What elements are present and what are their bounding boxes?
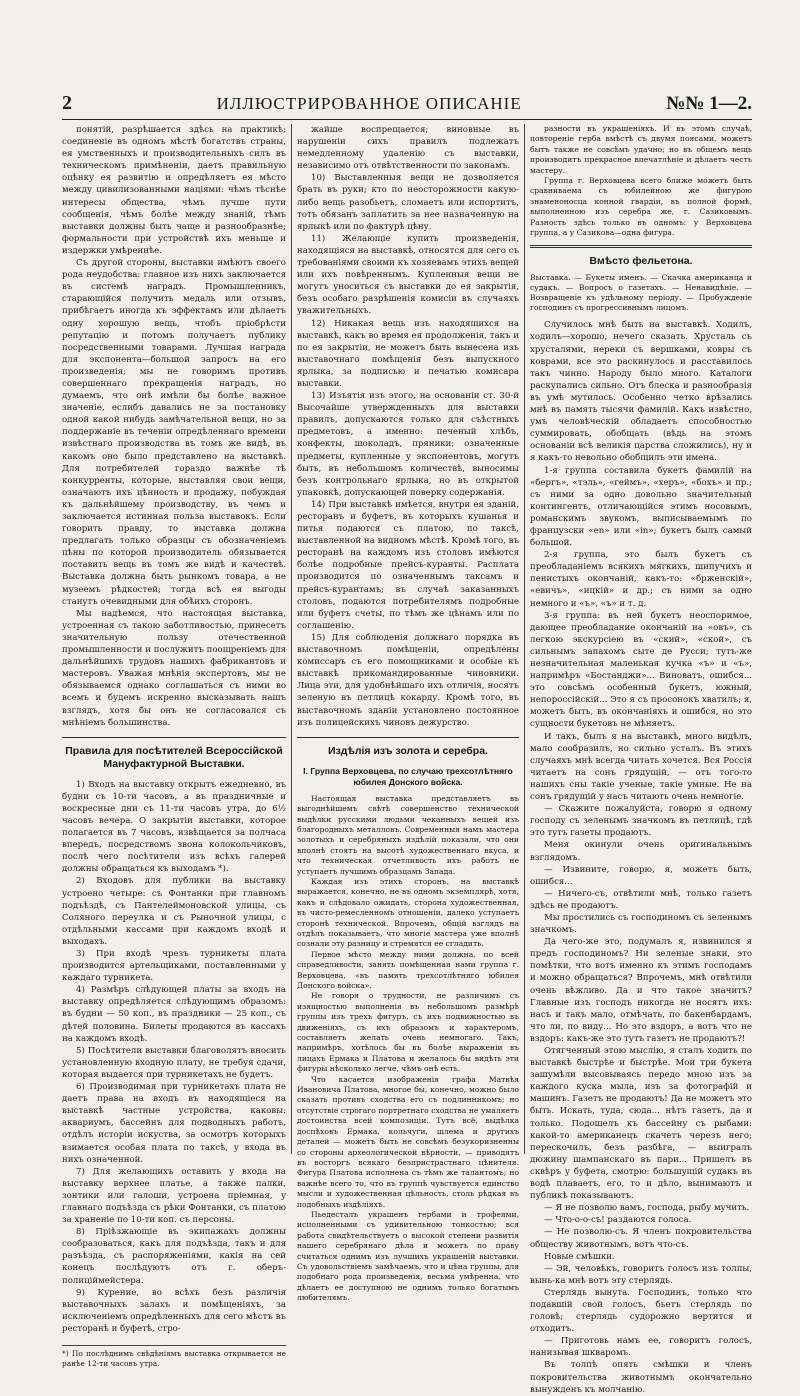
paragraph: Не говоря о трудности, не различимъ съ изящностью выполненія въ небольшомъ размѣрѣ группы изъ трехъ фигуръ, съ ихъ подвижностью въ движеніяхъ, съ ихъ образомъ и характеромъ, составляетъ желать очень немногаго. Такъ, напримѣръ, хотѣлось бы въ болѣе выраженіи въ лицахъ Ермака и Платова и желалось бы видѣть эти фигуры нѣсколько легче, чѣмъ онѣ есть. [297,991,519,1074]
issue-number: №№ 1—2. [666,93,752,114]
rule-item: 11) Желающіе купить произведенія, находящіяся на выставкѣ, относятся для сего съ требованіями своими къ хозяевамъ этихъ вещей или ихъ повѣреннымъ. Купленныя вещи не могутъ уноситься съ выставки до ея закрытія, безъ особаго разрѣшенія комисіи въ случаяхъ уважительныхъ. [297,233,519,317]
feuilleton-summary: Выставка. — Букеты именъ. — Скачка американца и судакъ. — Вопросъ о газетахъ. — Ненавидѣніе. — Возвращеніе къ удѣльному періоду. — Пробужденіе господинъ съ прогрессивнымъ лицомъ. [530,272,752,313]
publication-title: ИЛЛЮСТРИРОВАННОЕ ОПИСАНІЕ [216,94,522,113]
paragraph: И такъ, былъ я на выставкѣ, много видѣлъ, мало сообразилъ, но сильно усталъ. Въ этихъ случаяхъ мнѣ всегда читать хочется. Вся Россія читаетъ на сонъ грядущій, — отъ того-то нашихъ сны такіе ученые, такіе умные. Не на сонъ грядущій у насъ читають очень немногіе. [530,731,752,803]
paragraph: — Не позволю-съ. Я членъ покровительства обществу животнымъ, вотъ что-съ. [530,1227,752,1250]
section-divider [530,245,752,248]
rules-heading: Правила для посѣтителей Всероссійской Мануфактурной Выставки. [65,744,283,770]
paragraph: — Скажите пожалуйста, говорю я одному господу съ зеленымъ значкомъ въ петлицѣ, гдѣ это тутъ газеты продаютъ. [530,804,752,839]
rule-item: жайше воспрещается; виновные въ нарушеніи сихъ правилъ подлежатъ немедленному удаленію съ выставки, независимо отъ отвѣтственности по законамъ. [297,125,519,172]
paragraph: Настоящая выставка представляетъ въ выгоднѣйшемъ свѣтѣ совершенство технической выдѣлки русскими людьми чеканныхъ вещей изъ благородныхъ металловъ. Современныя намъ мастера золотыхъ и серебряныхъ издѣлій показали, что они вполнѣ стоятъ на высотѣ художественнаго вкуса, и что техническая отчетливость ихъ работъ не уступаетъ лучшимъ образцамъ Запада. [297,793,519,876]
paragraph: 1-я группа составила букетъ фамилій на «бергъ», «тэль», «геймъ», «херъ», «бохъ» и пр.; съ ними за одно довольно значительный контингентъ, отличающійся этимъ носовымъ, романскимъ звукомъ, выписываемымъ по французски «en» или «in»; букетъ былъ самый большой. [530,465,752,549]
section-subtitle: I. Группа Верховцева, по случаю трехсотлѣтняго юбилея Донского войска. [303,765,513,787]
paragraph: — Что-о-о-съ! раздаются голоса. [544,1215,692,1226]
paragraph: Стерлядь вынута. Господинъ, только что подавшій свой голосъ, бьетъ стерлядь по головѣ; стерлядь судорожно вертится и отходитъ. [530,1287,752,1335]
rule-item: 2) Входовъ для публики на выставку устроено четыре: съ Фонтанки при главномъ подъѣздѣ, съ Пантелеймоновской улицы, съ Соляного переулка и съ Рыночной улицы, с отдѣльными кассами при каждомъ входѣ и выходахъ. [62,876,286,947]
paragraph: разности въ украшеніяхъ. И въ этомъ случаѣ, повтореніе герба вмѣстѣ съ двумя поясами, можетъ бытъ также не совсѣмъ удачно; но въ общемъ вещь производитъ прекрасное впечатлѣніе и дѣлаетъ честь мастеру. [530,124,752,175]
paragraph: Новые смѣшки. [544,1251,615,1262]
column-divider [291,124,292,1154]
paragraph: Что касается изображенія графа Матвѣя Ивановича Платова, многое бы, конечно, можно было сказать противъ сходства его съ подлинникомъ; но отсутствіе строгаго портретнаго сходства не умаляетъ достоинства всей композиціи. Тутъ всё, выдѣлка доспѣховъ Ермака, кольчуги, шлема и другихъ деталей — можетъ быть не совсѣмъ безукоризненны со стороны археологической вѣрности, — приводятъ въ восторгъ всякаго безпристрастнаго цѣнителя. Фигура Платова исполнена съ тѣмъ же талантомъ; но важнѣе всего то, что въ группѣ чувствуется единство мысли и художественная цѣльность, столь рѣдкая въ подобныхъ издѣліяхъ. [297,1074,519,1209]
paragraph: Пьедесталъ украшенъ гербами и трофеями, исполненными съ удивительною тонкостью; вся работа свидѣтельствуетъ о высокой степени развитія нашего серебрянаго дѣла и можетъ по праву считаться однимъ изъ лучшихъ украшеній выставки. Съ удовольствіемъ замѣчаемъ, что и цѣна группы, для подобнаго рода произведенія, весьма умѣренна, что дѣлаетъ ее доступною не однимъ только богатымъ любителямъ. [297,1209,519,1303]
paragraph: Меня окинули очень оригинальнымъ взглядомъ. [530,840,752,863]
paragraph: Случилось мнѣ быть на выставкѣ. Ходилъ, ходилъ—хорошо, нечего сказать. Хрусталь съ хрусталями, нереки съ вершками, ковры съ коврами, все это раскинулось и расставилось такъ чинно. Народу было много. Каталоги раскупались сильно. Отъ блеска и разнообразія въ умѣ мутилось. Особенно четко врѣзались мнѣ въ память тысячи фамилій. Какъ извѣстно, умъ человѣческій обладаетъ способностью суммировать, обобщать (вѣдь на этомъ основаніи всѣ великія царства сложились), ну и я какъ-то невольно обобщилъ эти имена. [530,320,752,464]
paragraph: Мы надѣемся, что настоящая выставка, устроенная съ такою заботливостью, принесетъ значительную пользу отечественной промышленности и послужитъ поощреніемъ для дальнѣйшихъ трудовъ нашихъ фабрикантовъ и мастеровъ. Уважая мнѣнія экспертовъ, мы не обязываемся однако соглашаться съ ними во всемъ и будемъ искренно высказывать нашъ взглядъ, хотя бы онъ не согласовался съ мнѣніемъ большинства. [62,608,286,728]
section-divider [297,737,519,738]
rule-item: 3) При входѣ чрезъ турникеты плата производится артельщиками, поставленными у каждаго турникета. [62,949,286,984]
footnote: *) По послѣднимъ свѣдѣніямъ выставка открывается не ранѣе 12-ти часовъ утра. [62,1345,286,1368]
paragraph: Группа г. Верховцева всего ближе можетъ быть сравниваема съ юбилейною же фигурою знаменоносца конной гвардіи, въ полной формѣ, выполненною изъ серебра же, г. Сазиковымъ. Разность здѣсь только въ одномъ: у Верховцева группа, а у Сазикова—одна фигура. [530,176,752,238]
paragraph: Отягченный этою мыслію, я сталъ ходить по выставкѣ быстрѣе и быстрѣе. Мои три букета зашумѣли высовываясь передо мною изъ за каждого куска мыла, изъ за фотографій и машинъ. Газетъ не продаютъ! Да не можетъ это быть. Искать, туда, сюда... нѣтъ газетъ, да и только. Подошелъ къ бассейну съ рыбами: какой-то американецъ скачетъ черезъ него; перескочилъ, безъ разбѣга, — выигралъ дюжину шампанскаго въ пари... Пришелъ въ сквѣръ у буфета, смотрю: большущій судакъ въ водѣ плаваетъ, его, то и дѣло, вынимаютъ и публикѣ показываютъ. [530,1046,752,1202]
paragraph: Каждая изъ этихъ сторонъ, на выставкѣ выражается, конечно, не въ одномъ экземплярѣ, хотя, какъ и слѣдовало ожидать, сторона художественная, въ чисто-ремесленномъ отношеніи, далеко уступаетъ сторонѣ технической. Впрочемъ, общій взглядъ на отдѣлъ показываетъ, что многіе мастера уже вполнѣ сознали эту разницу и стремятся ее сгладить. [297,876,519,949]
column-2 [297,124,519,1303]
paragraph: Мы простились съ господиномъ съ зеленымъ значкомъ. [530,912,752,936]
rule-item: 7) Для желающихъ оставить у входа на выставку верхнее платье, а также палки, зонтики или галоши, устроена пріемная, у главнаго подъѣзда съ рѣки Фонтанки, съ платою за храненіе по 10-ти коп. съ персоны. [62,1166,286,1226]
rule-item: 10) Выставленныя вещи не дозволяется брать въ руки; кто по неосторожности какую-либо вещь разобьетъ, сломаетъ или испортитъ, тотъ обязанъ заплатить за нее назначенную на ярлыкѣ или по фактурѣ цѣну. [297,173,519,232]
paragraph: Съ другой стороны, выставки имѣютъ своего рода неудобства: главное изъ нихъ заключается въ системѣ наградъ. Промышленникъ, старающійся получить медаль или отзывъ, прибѣгаетъ иногда къ эффектамъ или дѣлаетъ одну хорошую вещь, чтобъ пріобрѣсти репутацію и потомъ получаетъ публику посредственными товарами. Лучшая награда для экспонента—большой запросъ на его произведенія; мы не говоримъ противъ совершеннаго прекращенія наградъ, но думаемъ, что онѣ имѣли бы болѣе важное значеніе, еслибъ давались не за постановку одной какой нибудь замѣчательной вещи, но за поддержаніе въ теченіи опредѣленнаго времени извѣстнаго производства въ томъ же видѣ, въ какомъ оно было представлено на выставкѣ. Для потребителей гораздо важнѣе тѣ конкурренты, которые, выставляя свои вещи, означаютъ ихъ цѣнность и продажу, побуждая къ дальнѣйшему производству, въ чемъ и заключается истинная польза выставокъ. Если говорить правду, то выставка должна предлагать только образцы съ обозначеніемъ цѣны по которой производитель обязывается поставить вещь въ томъ же видѣ и качествѣ. Выставка должна быть рынкомъ товара, а не музеемъ рѣдкостей; тогда всѣ ея выгоды станутъ очевидными для обѣихъ сторонъ. [62,258,286,607]
paragraph: — Я не позволю вамъ, господа, рыбу мучить. [544,1203,750,1214]
paragraph: — Эй, человѣкъ, говоритъ голосъ изъ толпы, вынь-ка мнѣ вотъ эту стерлядь. [530,1263,752,1286]
paragraph: понятій, разрѣшается здѣсь на практикѣ; соединеніе въ одномъ мѣстѣ богатствъ страны, ея умственныхъ и производительныхъ силъ въ техническомъ примѣненіи, даетъ правильную оцѣнку ея развитію и опредѣляетъ ея мѣсто между цивилизованными націями: чѣмъ тѣснѣе интересы общества, чѣмъ лучше пути сообщенія, чѣмъ болѣе между знаній, тѣмъ выставки должны быть чаще и разнообразнѣе; формальности при устройствѣ ихъ меньше и издержки умѣреннѣе. [62,125,286,256]
paragraph: 3-я группа: въ ней букетъ неоспоримое, дающее преобладание окончаній на «овъ», съ легкою экскурсіею въ «ский», «ской», съ сильнымъ запахомъ сыте де Русси; тутъ-же незначительная маленькая кучка «ъ» и «ъ», напримѣръ «Бостанджи»... Виноватъ, ошибся... это совсѣмъ особенный букетъ, южный, непороссійскій... Это я съ просонокъ хватилъ; я, можетъ быть, въ окончаніяхъ и ошибся, но это сущности букетовъ не мѣняетъ. [530,610,752,730]
rule-item: 9) Курение, во всѣхъ безъ различія выставочныхъ залахъ и помѣщеніяхъ, за исключеніемъ опредѣленныхъ для сего мѣстъ въ ресторанѣ и буфетѣ, стро- [62,1287,286,1334]
feuilleton-heading: Вмѣсто фельетона. [589,255,693,268]
paragraph: — Приготовь намъ ее, говоритъ голосъ, нанизывая шкваромъ. [530,1336,752,1359]
rule-item: 12) Никакая вещь изъ находящихся на выставкѣ, какъ во время ея продолженія, такъ и по ея закрытіи, не можетъ быть вынесена изъ выставочнаго помѣщенія безъ выпускного ярлыка, за подписью и печатью комисара выставки. [297,318,519,389]
paragraph: 2-я группа, это былъ букетъ съ преобладаніемъ всякихъ мягкихъ, шипучихъ и пенистыхъ окончаній, какъ-то: «брженскій», «евичъ», «ицкій» и др.; съ ними за одно немного и «ъ», «ъ» и т. д. [530,550,752,609]
rule-item: 13) Изъятія изъ этого, на основаніи ст. 30-й Высочайше утвержденныхъ для выставки правилъ, допускаются только для съѣстныхъ предметовъ, а именно: печеный хлѣбъ, конфекты, шоколадъ, пряники; означенные предметы, купленные у экспонентовъ, могутъ быть, въ небольшомъ количествѣ, выносимы безъ контрольнаго ярлыка, но въ открытой упаковкѣ, допускающей поверку содержанія. [297,391,519,498]
rule-item: 1) Входъ на выставку открытъ ежедневно, въ будни съ 10-ти часовъ, а въ праздничные и воскресные дни съ 11-ти часовъ утра, до 6½ часовъ вечера. О закрытіи выставки, которое полагается въ 7 часовъ, извѣщается за полчаса впередъ, посредствомъ звона колокольчиковъ, послѣ чего посѣтители изъ всѣхъ галерей должны обращаться къ выходамъ *). [62,779,286,875]
column-3 [530,124,752,1395]
section-divider [62,737,286,738]
paragraph: — Ничего-съ, отвѣтили мнѣ, только газетъ здѣсь не продаютъ. [530,888,752,911]
paragraph: — Извините, говорю, я, можетъ быть, ошибся... [530,864,752,887]
rule-item: 14) При выставкѣ имѣется, внутри ея зданій, ресторанъ и буфетъ, въ которыхъ кушанья и питья подаются съ платою, по таксѣ, выставленной на видномъ мѣстѣ. Кромѣ того, въ ресторанѣ на каждомъ изъ столовъ имѣются болѣе подробные прейсъ-куранты. Расплата производится по означеннымъ таксамъ и прейсъ-курантамъ; въ случаѣ заказанныхъ столовъ, подаются потребителямъ подробные или буфетъ счеты, по тѣмъ же цѣнамъ или по соглашенію. [297,499,519,631]
page-number: 2 [62,92,72,114]
rule-item: 5) Посѣтители выставки благоволятъ вносить установленную входную плату, не требуя сдачи, которая выдается при турникетахъ не будетъ. [62,1045,286,1080]
rule-item: 15) Для соблюденія должнаго порядка въ выставочномъ помѣщеніи, опредѣлены комиссаръ съ его помощниками и особые къ выставкѣ прикомандированные чиновники. Лица эти, для удобнѣйшаго ихъ отличія, носятъ зеленую въ петлицѣ кокарду. Кромѣ того, въ выставочномъ зданіи установлено постоянное изъ полицейскихъ чиновъ дежурство. [297,632,519,728]
rule-item: 6) Производимая при турникетахъ плата не даетъ права на входъ въ находящіеся на выставкѣ частные устройства, каковы: аквариумъ, бассейнъ для подводныхъ работъ, отдѣлъ исторіи искуства, за осмотръ которыхъ взимается особая плата по таксѣ, у входа въ нихъ означенной. [62,1082,286,1165]
paragraph: Первое мѣсто между ними должна, по всей справедливости, занять помѣщенная нами группа г. Верховцева, «въ память трехсотлѣтняго юбилея Донского войска». [297,949,519,990]
header-rule [62,119,752,120]
rule-item: 4) Размѣръ слѣдующей платы за входъ на выставку опредѣляется слѣдующимъ образомъ: въ будни — 50 коп., въ праздники — 25 коп., съ дѣтей половина. Билеты продаются въ кассахъ на каждомъ входѣ. [62,985,286,1044]
paragraph: Въ толпѣ опять смѣшки и членъ покровительства животнымъ окончательно вынужденъ къ молчанію. [530,1360,752,1395]
rule-item: 8) Пріѣзжающіе въ экипажахъ должны сообразоваться, какъ для подъѣзда, такъ и для разъѣзда, съ распоряженіями, какія на сей конецъ послѣдуютъ отъ г. оберъ-полиціймейстера. [62,1227,286,1286]
page-header [62,92,752,118]
section-heading: Издѣлія изъ золота и серебра. [328,744,488,757]
paragraph: Да чего-же это, подумалъ я, извинился я предъ господиномъ? Ни зеленые знаки, это помѣтки, что вотъ именно къ этимъ господамъ и можно обращаться? Впрочемъ, мнѣ отвѣтили очень вѣжливо. Да и что такое значитъ? Главные изъ господъ никогда не носятъ ихъ: насъ и такъ мало, отмѣчать, по бакенбардамъ, что ли, по виду... Но это вздоръ, а вотъ что не вздоръ: какъ-же это тутъ газетъ не продаютъ?! [530,937,752,1044]
column-1 [62,124,286,1368]
column-divider [524,124,525,1154]
